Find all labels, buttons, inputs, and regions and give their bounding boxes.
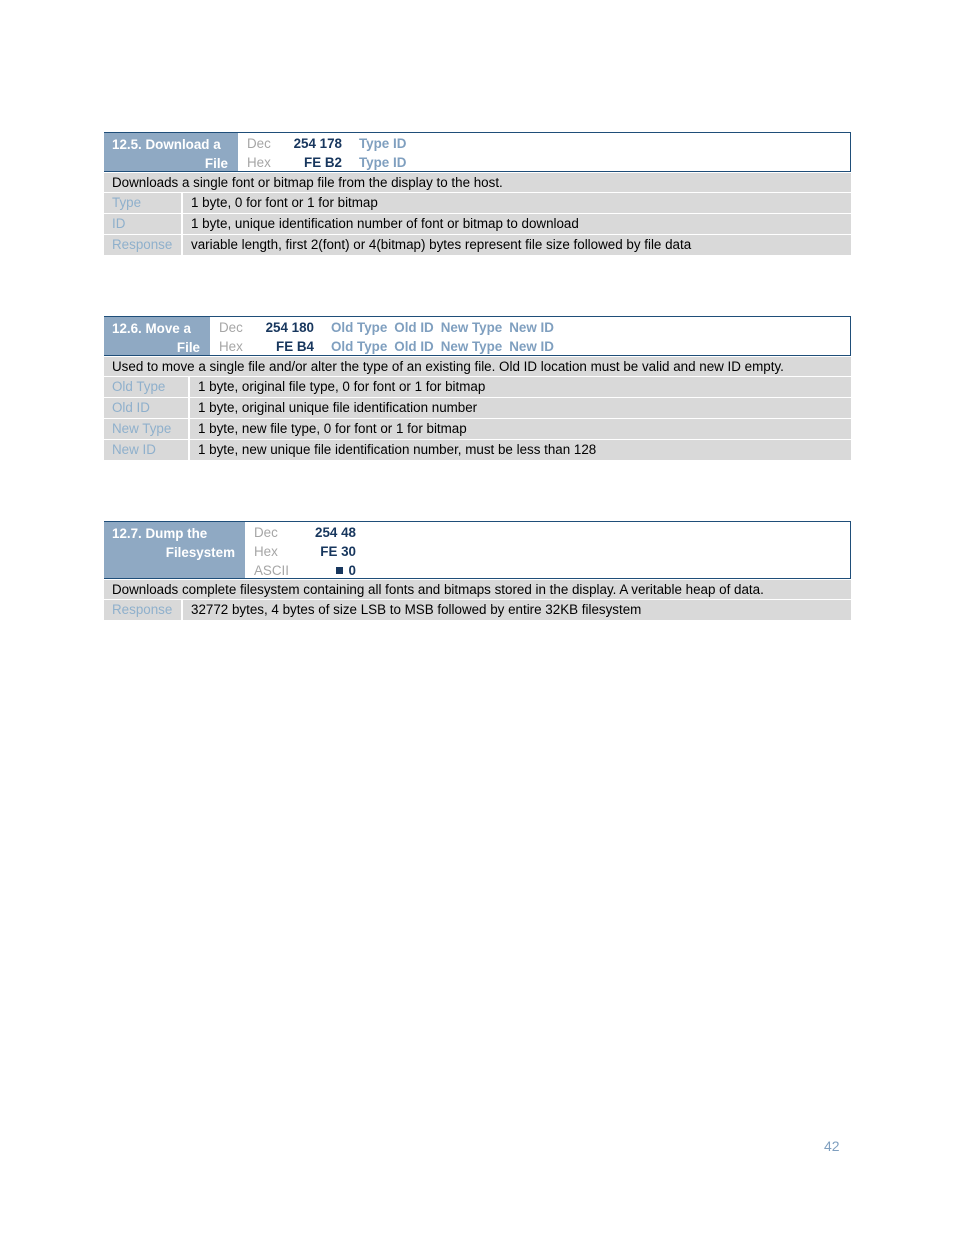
param-row <box>104 193 851 214</box>
page-number: 42 <box>824 1138 840 1154</box>
param-row <box>104 600 851 621</box>
ascii-value: 0 <box>305 561 356 580</box>
section-title: 12.5. Download a File <box>104 133 238 171</box>
command-description: Downloads a single font or bitmap file from the display to the host. <box>104 173 851 193</box>
param-row <box>104 440 851 461</box>
dec-arg: Type ID <box>359 136 407 151</box>
command-header <box>104 132 851 172</box>
command-codes <box>238 133 406 171</box>
hex-arg: New Type <box>440 339 503 354</box>
param-row <box>104 398 851 419</box>
dec-arg: New Type <box>440 320 503 335</box>
hex-arg: Old ID <box>394 339 434 354</box>
param-desc: 1 byte, 0 for font or 1 for bitmap <box>183 193 851 213</box>
command-description: Downloads complete filesystem containing all fonts and bitmaps stored in the display. A veritable heap of data. <box>104 580 851 600</box>
dec-arg: Old ID <box>394 320 434 335</box>
hex-arg: Type ID <box>359 155 407 170</box>
section-title: 12.6. Move a File <box>104 317 210 355</box>
dec-value: 254 178 <box>293 136 342 151</box>
param-desc: variable length, first 2(font) or 4(bitmap) bytes represent file size followed by file data <box>183 235 851 255</box>
param-row <box>104 377 851 398</box>
param-name: ID <box>104 214 183 234</box>
param-row <box>104 235 851 256</box>
dec-arg: New ID <box>509 320 554 335</box>
hex-arg: Old Type <box>331 339 388 354</box>
ascii-label: ASCII <box>254 563 289 578</box>
param-desc: 1 byte, unique identification number of font or bitmap to download <box>183 214 851 234</box>
command-header <box>104 521 851 579</box>
param-desc: 1 byte, original file type, 0 for font or 1 for bitmap <box>190 377 851 397</box>
hex-label: Hex <box>219 339 243 354</box>
param-name: New Type <box>104 419 190 439</box>
section-title: 12.7. Dump the Filesystem <box>104 522 245 578</box>
dec-value: 254 180 <box>265 320 314 335</box>
param-desc: 1 byte, original unique file identification number <box>190 398 851 418</box>
command-dump-filesystem <box>104 521 851 621</box>
dec-label: Dec <box>247 136 271 151</box>
param-desc: 1 byte, new unique file identification number, must be less than 128 <box>190 440 851 460</box>
dec-arg: Old Type <box>331 320 388 335</box>
command-description: Used to move a single file and/or alter the type of an existing file. Old ID location must be valid and new ID empty. <box>104 357 851 377</box>
param-name: Type <box>104 193 183 213</box>
command-download-file <box>104 132 851 256</box>
param-row <box>104 214 851 235</box>
square-bullet-icon <box>336 567 343 574</box>
dec-value: 254 48 <box>315 525 356 540</box>
hex-value: FE 30 <box>320 544 356 559</box>
hex-arg: New ID <box>509 339 554 354</box>
dec-label: Dec <box>219 320 243 335</box>
hex-value: FE B2 <box>304 155 342 170</box>
command-header <box>104 316 851 356</box>
command-codes <box>245 522 356 578</box>
param-name: Old ID <box>104 398 190 418</box>
hex-label: Hex <box>247 155 271 170</box>
param-name: Response <box>104 600 183 620</box>
command-codes <box>210 317 554 355</box>
param-name: Old Type <box>104 377 190 397</box>
param-name: New ID <box>104 440 190 460</box>
command-move-file <box>104 316 851 461</box>
dec-label: Dec <box>254 525 278 540</box>
hex-label: Hex <box>254 544 278 559</box>
hex-value: FE B4 <box>276 339 314 354</box>
param-desc: 32772 bytes, 4 bytes of size LSB to MSB followed by entire 32KB filesystem <box>183 600 851 620</box>
param-name: Response <box>104 235 183 255</box>
param-row <box>104 419 851 440</box>
param-desc: 1 byte, new file type, 0 for font or 1 for bitmap <box>190 419 851 439</box>
